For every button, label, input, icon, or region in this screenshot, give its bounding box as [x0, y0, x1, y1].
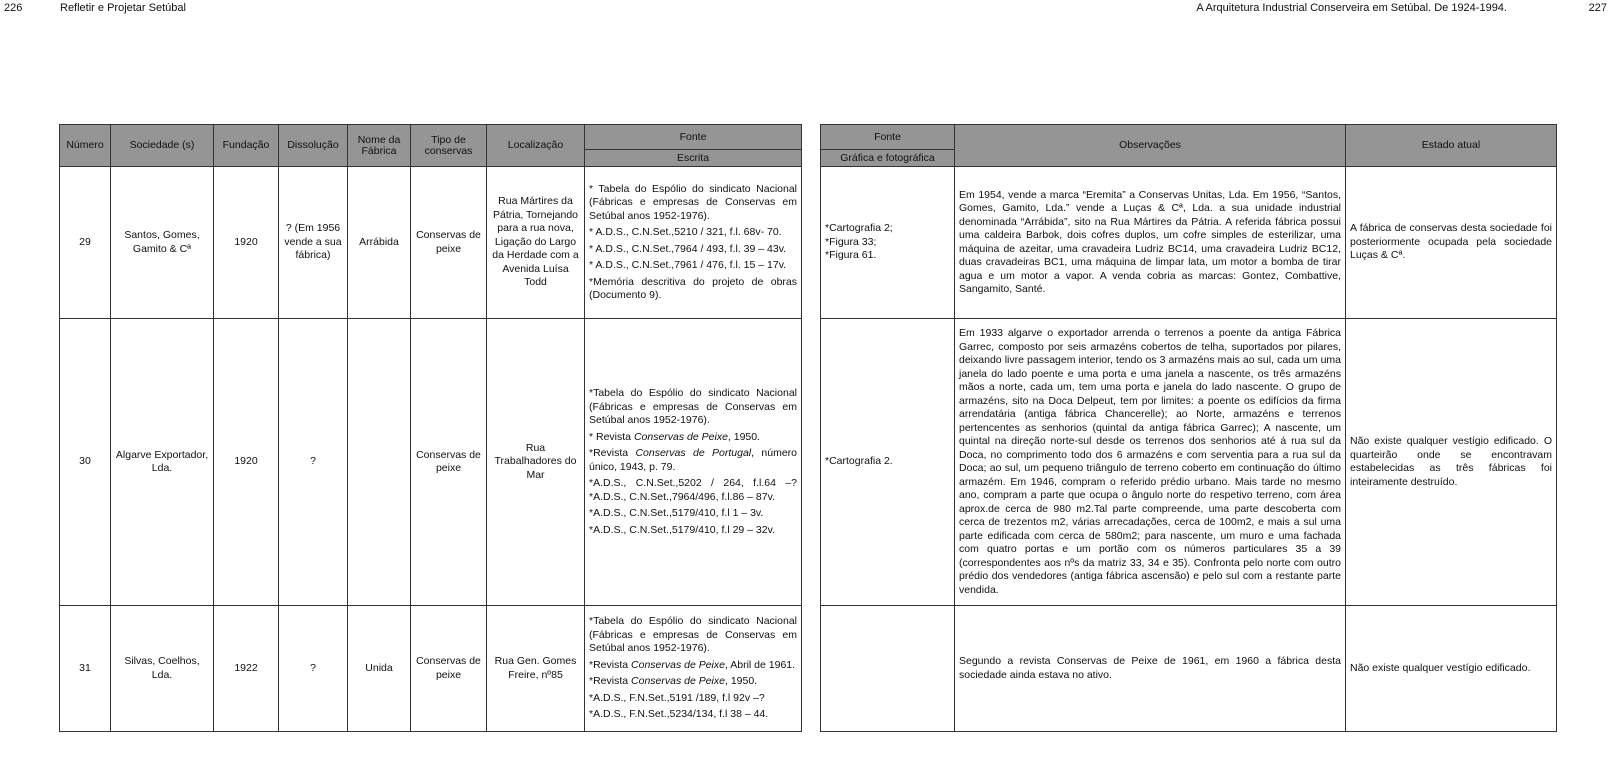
source-entry: *Revista Conservas de Peixe, 1950.	[589, 675, 758, 688]
cell-estado-atual: A fábrica de conservas desta sociedade foi posteriormente ocupada pela sociedade Luças & Cª.	[1346, 167, 1557, 319]
cell-nome-fabrica: Arrábida	[348, 167, 411, 319]
page-number-left: 226	[4, 2, 23, 14]
cell-fonte-grafica	[821, 167, 955, 319]
cell-observacoes: Em 1933 algarve o exportador arrenda o terrenos a poente da antiga Fábrica Garrec, composto por seis armazéns cobertos de telha, suportados por pilares, deixando livre passagem interior, tendo os 3 armazéns mais ao sul, cada um uma janela do lado poente e uma porta e uma janela a nascente, os três armazéns mãos a norte, cada um, tem uma porta e janela do lado nascente. O grupo de armazéns, sito na Doca Delpeut, tem por limites: a poente os edifícios da firma arrendatária (antiga fábrica Chancerelle); ao Norte, armazéns e terrenos pertencentes as senhorios (quintal da antiga fábrica Garrec); A nascente, um quintal na direção norte-sul desde os terrenos dos senhorios até á rua sul da Doca, no comprimento todo dos 6 armazéns e com serventia para a rua sul da Doca; ao sul, um pequeno triângulo de terreno coberto em continuação do último armazém. Em 1946, compram o referido prédio urbano. Mais tarde no mesmo ano, compram a parte que ocupa o ângulo norte do respetivo terreno, com área aprox.de cerca de 980 m2.Tal parte compreende, uma parte descoberta com cerca de trezentos m2, várias arrecadações, cerca de 100m2, e mais a sul uma parte edificada com cerca de 580m2; para nascente, um muro e uma fachada com quatro portas e um portão com os números particulares 35 a 39 (correspondentes aos nºs da matriz 33, 34 e 35). Confronta pelo norte com outro prédio dos vendedores (antiga fábrica ascensão) e pelo sul com a restante parte vendida.	[955, 319, 1346, 606]
cell-sociedade: Algarve Exportador, Lda.	[111, 319, 214, 606]
cell-fonte-escrita	[585, 606, 802, 732]
source-entry: * Tabela do Espólio do sindicato Nacional (Fábricas e empresas de Conservas em Setúbal anos 1952-1976).	[589, 182, 797, 222]
table-row	[60, 319, 802, 606]
source-entry: *Tabela do Espólio do sindicato Nacional (Fábricas e empresas de Conservas em Setúbal anos 1952-1976).	[589, 615, 797, 655]
table-row	[821, 167, 1557, 319]
cell-observacoes: Em 1954, vende a marca “Eremita” a Conservas Unitas, Lda. Em 1956, “Santos, Gomes, Gamito, Lda.” vende a Luças & Cª, Lda. a sua unidade industrial denominada “Arrábida”, sito na Rua Mártires da Pátria. A referida fábrica possui uma caldeira Barbok, dois cofres duplos, um cofre simples de esterilizar, uma máquina de azeitar, uma cravadeira Ludriz BC14, uma cravadeira Ludriz BC12, duas cravadeiras BC1, uma máquina de limpar lata, um motor a bomba de tirar agua e um motor a vapor. A venda cobria as marcas: Gontez, Combattive, Sangamito, Santé.	[955, 167, 1346, 319]
table-row	[821, 606, 1557, 732]
source-entry: *A.D.S., F.N.Set.,5191 /189, f.l 92v –?	[589, 691, 765, 704]
col-header-numero: Número	[60, 125, 111, 167]
source-entry: *Figura 33;	[825, 235, 877, 248]
col-header-grafica: Gráfica e fotográfica	[821, 150, 955, 167]
col-header-nome-fabrica: Nome da Fábrica	[348, 125, 411, 167]
cell-localizacao: Rua Gen. Gomes Freire, nº85	[487, 606, 585, 732]
col-header-localizacao: Localização	[487, 125, 585, 167]
source-entry: *Revista Conservas de Portugal, número único, 1943, p. 79.	[589, 447, 798, 473]
col-header-observacoes: Observações	[955, 125, 1346, 167]
cell-numero: 31	[60, 606, 111, 732]
source-entry: *Memória descritiva do projeto de obras (Documento 9).	[589, 275, 797, 301]
col-header-tipo: Tipo de conservas	[411, 125, 487, 167]
source-entry: *A.D.S., C.N.Set.,5202 / 264, f.l.64 –? *A.D.S., C.N.Set.,7964/496, f.l.86 – 87v.	[589, 477, 797, 503]
cell-fundacao: 1920	[214, 319, 279, 606]
table-row	[60, 606, 802, 732]
cell-estado-atual: Não existe qualquer vestígio edificado.	[1346, 606, 1557, 732]
cell-nome-fabrica: Unida	[348, 606, 411, 732]
cell-localizacao: Rua Mártires da Pátria, Tornejando para a rua nova, Ligação do Largo da Herdade com a Avenida Luísa Todd	[487, 167, 585, 319]
col-header-sociedade: Sociedade (s)	[111, 125, 214, 167]
table-row	[60, 167, 802, 319]
cell-fonte-grafica	[821, 319, 955, 606]
col-header-estado-atual: Estado atual	[1346, 125, 1557, 167]
cell-numero: 29	[60, 167, 111, 319]
col-header-fundacao: Fundação	[214, 125, 279, 167]
cell-dissolucao: ? (Em 1956 vende a sua fábrica)	[279, 167, 348, 319]
cell-sociedade: Silvas, Coelhos, Lda.	[111, 606, 214, 732]
cell-observacoes: Segundo a revista Conservas de Peixe de 1961, em 1960 a fábrica desta sociedade ainda estava no ativo.	[955, 606, 1346, 732]
cell-nome-fabrica	[348, 319, 411, 606]
source-entry: * A.D.S., C.N.Set.,7964 / 493, f.l. 39 – 43v.	[589, 242, 787, 255]
table-row	[821, 319, 1557, 606]
cell-estado-atual: Não existe qualquer vestígio edificado. O quarteirão onde se encontravam estabelecidas as três fábricas foi inteiramente destruído.	[1346, 319, 1557, 606]
source-entry: * A.D.S., C.N.Set.,7961 / 476, f.l. 15 – 17v.	[589, 259, 787, 271]
cell-dissolucao: ?	[279, 606, 348, 732]
page-number-right: 227	[1588, 2, 1607, 14]
col-header-fonte: Fonte	[821, 125, 955, 150]
cell-tipo: Conservas de peixe	[411, 319, 487, 606]
source-entry: *A.D.S., C.N.Set.,5179/410, f.l 29 – 32v.	[589, 523, 775, 536]
source-entry: *Revista Conservas de Peixe, Abril de 1961.	[589, 658, 796, 671]
source-entry: *A.D.S., C.N.Set.,5179/410, f.l 1 – 3v.	[589, 507, 764, 519]
cell-fundacao: 1922	[214, 606, 279, 732]
running-title-left: Refletir e Projetar Setúbal	[60, 2, 186, 14]
cell-numero: 30	[60, 319, 111, 606]
col-header-fonte: Fonte	[585, 125, 802, 150]
cell-tipo: Conservas de peixe	[411, 606, 487, 732]
source-entry: *Figura 61.	[825, 249, 877, 262]
source-entry: *Tabela do Espólio do sindicato Nacional (Fábricas e empresas de Conservas em Setúbal anos 1952-1976).	[589, 387, 797, 426]
source-entry: *A.D.S., F.N.Set.,5234/134, f.l 38 – 44.	[589, 708, 769, 721]
cell-fonte-escrita	[585, 167, 802, 319]
source-entry: *Cartografia 2;	[825, 222, 893, 235]
factories-table-left	[59, 124, 802, 732]
col-header-escrita: Escrita	[585, 150, 802, 167]
cell-localizacao: Rua Trabalhadores do Mar	[487, 319, 585, 606]
cell-fonte-escrita	[585, 319, 802, 606]
source-entry: * A.D.S., C.N.Set.,5210 / 321, f.l. 68v- 70.	[589, 226, 782, 238]
source-entry: *Cartografia 2.	[825, 455, 893, 468]
factories-table-right	[820, 124, 1557, 732]
cell-fundacao: 1920	[214, 167, 279, 319]
running-title-right: A Arquitetura Industrial Conserveira em Setúbal. De 1924-1994.	[1196, 2, 1507, 14]
cell-tipo: Conservas de peixe	[411, 167, 487, 319]
col-header-dissolucao: Dissolução	[279, 125, 348, 167]
source-entry: * Revista Conservas de Peixe, 1950.	[589, 430, 761, 443]
cell-sociedade: Santos, Gomes, Gamito & Cª	[111, 167, 214, 319]
cell-fonte-grafica	[821, 606, 955, 732]
cell-dissolucao: ?	[279, 319, 348, 606]
